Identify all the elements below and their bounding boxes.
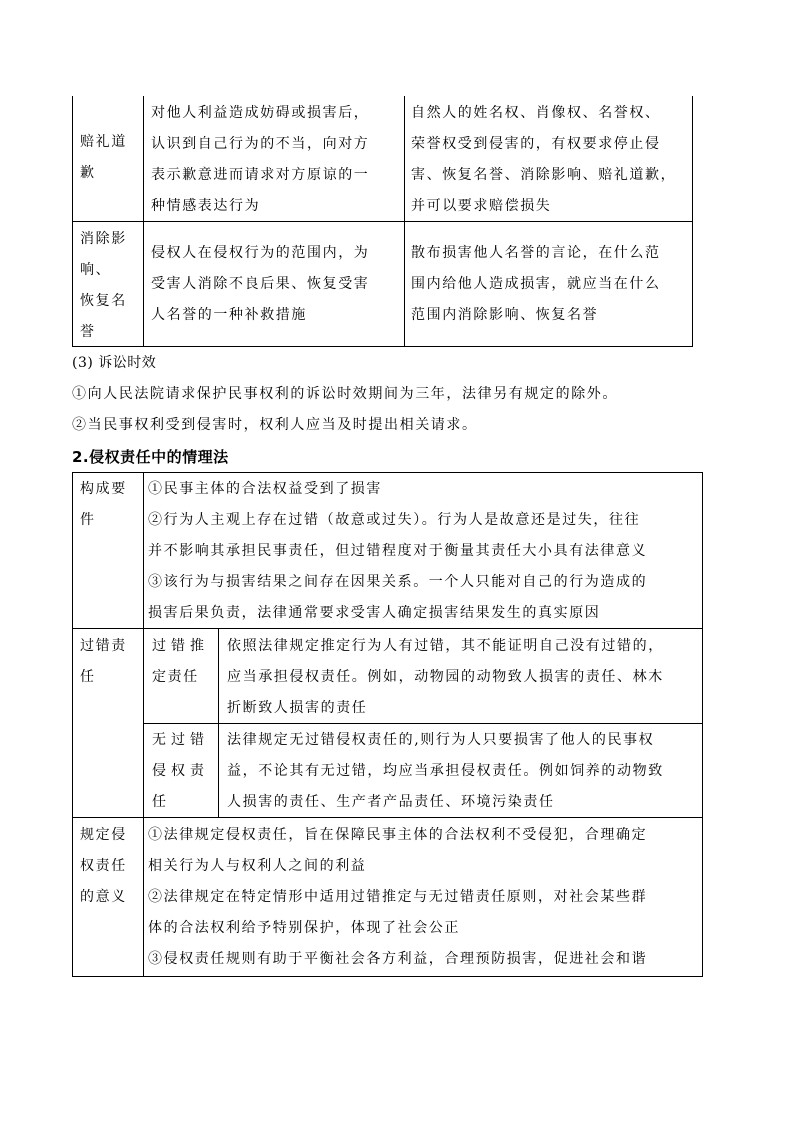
limitation-item-2: ②当民事权利受到侵害时，权利人应当及时提出相关请求。 (72, 417, 478, 433)
table1-row1-definition: 对他人利益造成妨碍或损害后， 认识到自己行为的不当，向对方 表示歉意进而请求对方原谅的一 种情感表达行为 (151, 105, 370, 214)
table1-row2-definition: 侵权人在侵权行为的范围内，为 受害人消除不良后果、恢复受害 人名誉的一种补救措施 (151, 245, 370, 323)
section2-title: 2.侵权责任中的情理法 (72, 448, 229, 466)
limitation-item-1: ①向人民法院请求保护民事权利的诉讼时效期间为三年，法律另有规定的除外。 (72, 386, 618, 402)
presumed-fault-label: 过错推 定责任 (152, 638, 209, 685)
elements-content: ①民事主体的合法权益受到了损害 ②行为人主观上存在过错（故意或过失）。行为人是故意还是过失，往往 并不影响其承担民事责任，但过错程度对于衡量其责任大小具有法律意义 ③该行为与损害结果之间存在因果关系。一个人只能对自己的行为造成的 损害后果负责，法律通常要求受害人确定损害结果发生的真实原因 (148, 481, 648, 621)
limitation-heading: (3) 诉讼时效 (72, 355, 157, 371)
table1-row1-example: 自然人的姓名权、肖像权、名誉权、 荣誉权受到侵害的，有权要求停止侵 害、恢复名誉、消除影响、赔礼道歉， 并可以要求赔偿损失 (411, 105, 677, 214)
strict-liability-label: 无过错 侵权责 任 (152, 732, 209, 810)
significance-content: ①法律规定侵权责任，旨在保障民事主体的合法权利不受侵犯，合理确定 相关行为人与权利人之间的利益 ②法律规定在特定情形中适用过错推定与无过错责任原则，对社会某些群 体的合法权利给予特别保护，体现了社会公正 ③侵权责任规则有助于平衡社会各方利益，合理预防损害，促进社会和谐 (148, 827, 648, 967)
table1-row1-label: 赔礼道 歉 (80, 134, 127, 181)
table1-row2-example: 散布损害他人名誉的言论，在什么范 围内给他人造成损害，就应当在什么 范围内消除影响、恢复名誉 (411, 245, 661, 323)
strict-liability-content: 法律规定无过错侵权责任的,则行为人只要损害了他人的民事权 益，不论其有无过错，均应当承担侵权责任。例如饲养的动物致 人损害的责任、生产者产品责任、环境污染责任 (227, 732, 664, 810)
fault-label: 过错责 任 (80, 638, 127, 685)
significance-label: 规定侵 权责任 的意义 (80, 827, 127, 905)
presumed-fault-content: 依照法律规定推定行为人有过错，其不能证明自己没有过错的， 应当承担侵权责任。例如，动物园的动物致人损害的责任、林木 折断致人损害的责任 (227, 638, 664, 716)
elements-label: 构成要 件 (80, 481, 127, 528)
table1-row2-label: 消除影 响、 恢复名 誉 (80, 231, 127, 340)
